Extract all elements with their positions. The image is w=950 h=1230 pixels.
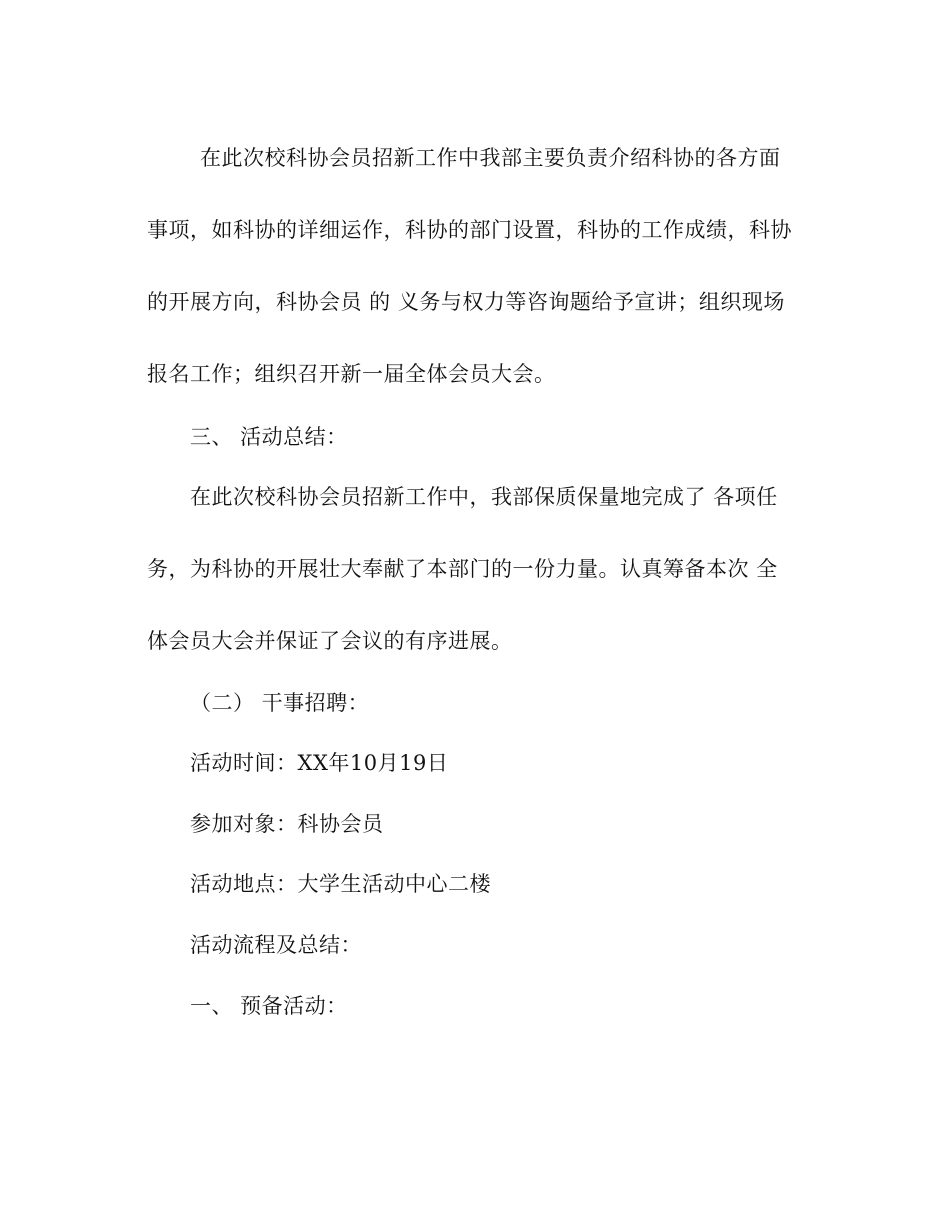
section3-heading: 三、 活动总结：	[190, 425, 348, 449]
participants: 参加对象：科协会员	[190, 812, 384, 836]
paragraph1-line-2: 事项，如科协的详细运作，科协的部门设置，科协的工作成绩，科协	[147, 218, 792, 242]
paragraph2-line-1: 在此次校科协会员招新工作中，我部保质保量地完成了 各项任	[190, 485, 778, 509]
section1-heading: 一、 预备活动：	[190, 994, 348, 1018]
activity-time: 活动时间：XX年10月19日	[190, 751, 449, 775]
paragraph1-line-4: 报名工作；组织召开新一届全体会员大会。	[147, 362, 556, 386]
paragraph2-line-2: 务，为科协的开展壮大奉献了本部门的一份力量。认真筹备本次 全	[147, 557, 778, 581]
subsection-heading: （二） 干事招聘：	[190, 691, 370, 715]
location: 活动地点：大学生活动中心二楼	[190, 872, 491, 896]
paragraph1-line-1: 在此次校科协会员招新工作中我部主要负责介绍科协的各方面	[200, 146, 781, 170]
paragraph1-line-3: 的开展方向，科协会员 的 义务与权力等咨询题给予宣讲；组织现场	[147, 290, 785, 314]
process-heading: 活动流程及总结：	[190, 933, 362, 957]
paragraph2-line-3: 体会员大会并保证了会议的有序进展。	[147, 629, 513, 653]
